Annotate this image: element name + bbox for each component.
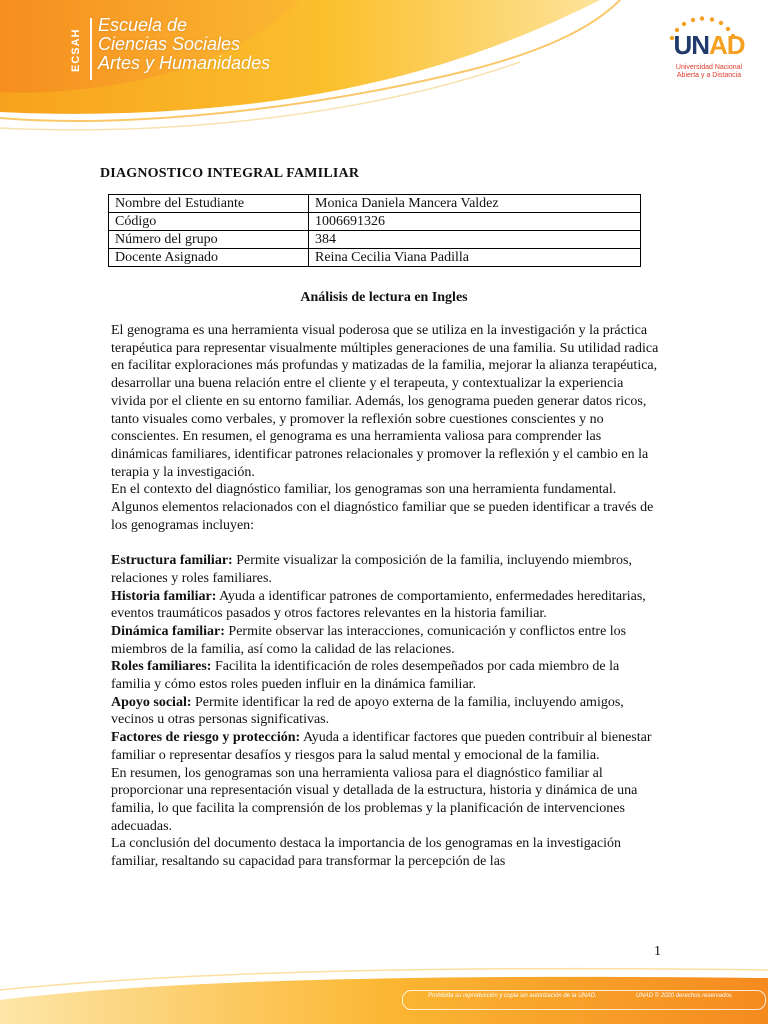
list-item-text: Permite identificar la red de apoyo externa de la familia, incluyendo amigos, vecinos u otras personas significativas. <box>111 694 624 728</box>
logo-wordmark <box>664 30 754 61</box>
table-value-cell: 1006691326 <box>309 213 641 231</box>
table-row <box>109 213 641 231</box>
list-item-term: Factores de riesgo y protección: <box>111 730 301 746</box>
list-item-term: Apoyo social: <box>111 694 192 710</box>
document-body <box>111 322 659 871</box>
section-subtitle: Análisis de lectura en Ingles <box>300 290 468 305</box>
table-label-cell: Nombre del Estudiante <box>109 195 309 213</box>
table-value-cell: Monica Daniela Mancera Valdez <box>309 195 641 213</box>
school-divider <box>90 18 92 80</box>
page-number: 1 <box>654 944 661 959</box>
ecsah-vertical-label: ECSAH <box>70 28 82 72</box>
table-value-cell: Reina Cecilia Viana Padilla <box>309 249 641 267</box>
logo-subtitle-1: Universidad Nacional <box>675 64 743 71</box>
school-line-1: Escuela de <box>98 15 188 35</box>
list-item-text: Ayuda a identificar patrones de comportamiento, enfermedades hereditarias, eventos traumáticos pasados y otros factores relevantes en la historia familiar. <box>111 588 646 622</box>
logo-subtitle-2: Abierta y a Distancia <box>676 72 742 79</box>
footer-copyright: UNAD © 2020 derechos reservados <box>636 993 732 999</box>
list-item-term: Historia familiar: <box>111 588 217 604</box>
school-name <box>98 16 270 73</box>
list-item-term: Dinámica familiar: <box>111 623 225 639</box>
document-title: DIAGNOSTICO INTEGRAL FAMILIAR <box>100 166 360 181</box>
school-line-3: Artes y Humanidades <box>98 53 271 73</box>
page-footer <box>0 960 768 1024</box>
table-row <box>109 231 641 249</box>
list-item <box>111 552 659 587</box>
logo-text: UNAD <box>673 30 745 60</box>
table-row <box>109 195 641 213</box>
list-item-text: Facilita la identificación de roles desempeñados por cada miembro de la familia y cómo estos roles pueden influir en la dinámica familiar. <box>111 659 620 693</box>
table-value-cell: 384 <box>309 231 641 249</box>
page-header <box>0 0 768 140</box>
table-label-cell: Número del grupo <box>109 231 309 249</box>
school-line-2: Ciencias Sociales <box>98 34 241 54</box>
list-item-term: Roles familiares: <box>111 659 212 675</box>
paragraph: La conclusión del documento destaca la importancia de los genogramas en la investigación familiar, resaltando su capacidad para transformar la percepción de las <box>111 836 622 870</box>
list-item-text: Ayuda a identificar factores que pueden contribuir al bienestar familiar o representar desafíos y riesgos para la salud mental y emocional de la familia. <box>111 730 652 763</box>
list-item <box>111 658 659 693</box>
unad-logo <box>664 16 754 86</box>
list-item <box>111 729 659 764</box>
table-label-cell: Docente Asignado <box>109 249 309 267</box>
list-item <box>111 694 659 729</box>
paragraph-gap <box>111 534 659 552</box>
list-item-term: Estructura familiar: <box>111 553 233 569</box>
list-item <box>111 623 659 658</box>
paragraph: El genograma es una herramienta visual poderosa que se utiliza en la investigación y la práctica terapéutica para representar visualmente múltiples generaciones de una familia. Su utilidad radica en facilitar exploraciones más profundas y matizadas de la familia, mejorar la alianza terapéutica, desarrollar una buena relación entre el cliente y el terapeuta, y contextualizar la experiencia vivida por el cliente en su entorno familiar. Además, los genograma pueden generar datos ricos, tanto visuales como verbales, y promover la reflexión sobre cuestiones conscientes y no conscientes. En resumen, el genograma es una herramienta valiosa para comprender las dinámicas familiares, identificar patrones relacionales y promover la reflexión y el cambio en la terapia y la investigación. <box>111 323 659 480</box>
footer-notice: Prohibida su reproducción y copia sin autorización de la UNAD. <box>428 993 597 999</box>
table-row <box>109 249 641 267</box>
list-item-text: Permite observar las interacciones, comunicación y conflictos entre los miembros de la familia, así como la calidad de las relaciones. <box>111 623 627 657</box>
paragraph: En el contexto del diagnóstico familiar, los genogramas son una herramienta fundamental. Algunos elementos relacionados con el diagnóstico familiar que se pueden identificar a través de los genogramas incluyen: <box>111 482 654 533</box>
paragraph: En resumen, los genogramas son una herramienta valiosa para el diagnóstico familiar al proporcionar una representación visual y detallada de la estructura, historia y dinámica de una familia, lo que facilita la comprensión de los problemas y la planificación de intervenciones adecuadas. <box>111 765 638 834</box>
table-label-cell: Código <box>109 213 309 231</box>
list-item-text: Permite visualizar la composición de la familia, incluyendo miembros, relaciones y roles familiares. <box>111 553 632 586</box>
list-item <box>111 588 659 623</box>
student-info-table <box>108 194 641 267</box>
